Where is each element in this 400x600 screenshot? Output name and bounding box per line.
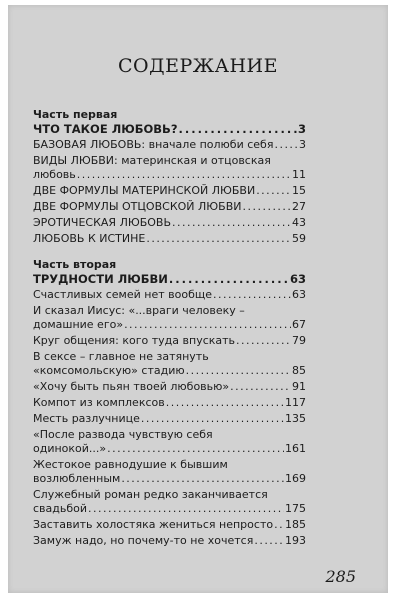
dot-leader [107,442,284,456]
toc-entry[interactable] [33,272,306,286]
entry-title-line: «Хочу быть пьян твоей любовью» [33,380,230,393]
entry-title-line: Круг общения: кого туда впускать [33,334,236,347]
toc-entry[interactable] [33,488,306,516]
entry-title-line: свадьбой [33,502,88,515]
toc-entry[interactable] [33,216,306,230]
toc-entry[interactable] [33,518,306,532]
dot-leader [256,184,291,198]
entry-title-line: ЭРОТИЧЕСКАЯ ЛЮБОВЬ [33,216,172,229]
toc-entry[interactable] [33,288,306,302]
entry-title-line: ДВЕ ФОРМУЛЫ ОТЦОВСКОЙ ЛЮБВИ [33,200,242,213]
entry-page-number: 63 [289,272,306,286]
toc-entry[interactable] [33,350,306,378]
dot-leader [230,380,291,394]
dot-leader [172,216,291,230]
dot-leader [213,288,291,302]
entry-title-line: Замуж надо, но почему-то не хочется [33,534,254,547]
dot-leader [124,318,291,332]
entry-page-number: 63 [292,288,306,301]
toc-entry[interactable] [33,138,306,152]
entry-title-line: Заставить холостяка жениться непросто [33,518,274,531]
entry-title-line: ТРУДНОСТИ ЛЮБВИ [33,272,168,286]
part-label: Часть первая [33,108,118,121]
entry-title-line: Жестокое равнодушие к бывшим [33,458,228,471]
entry-title-line: любовь [33,168,76,181]
dot-leader [179,122,297,136]
entry-title-line: домашние его» [33,318,124,331]
entry-page-number: 3 [297,122,306,136]
toc-entry[interactable] [33,154,306,182]
toc-entry[interactable] [33,122,306,136]
entry-page-number: 3 [299,138,306,151]
entry-page-number: 27 [292,200,306,213]
entry-title-line: «После развода чувствую себя [33,428,213,441]
dot-leader [77,168,291,182]
entry-page-number: 193 [285,534,306,547]
toc-entry[interactable] [33,412,306,426]
entry-page-number: 185 [285,518,306,531]
dot-leader [141,412,284,426]
entry-title-line: одинокой...» [33,442,107,455]
entry-page-number: 85 [292,364,306,377]
dot-leader [166,396,284,410]
toc-entry[interactable] [33,200,306,214]
entry-title-line: Счастливых семей нет вообще [33,288,212,301]
toc-entry[interactable] [33,184,306,198]
book-page [8,5,388,593]
dot-leader [169,272,289,286]
entry-page-number: 15 [292,184,306,197]
entry-page-number: 11 [292,168,306,181]
entry-title-line: Месть разлучнице [33,412,140,425]
entry-page-number: 43 [292,216,306,229]
entry-page-number: 135 [285,412,306,425]
toc-entry[interactable] [33,334,306,348]
entry-page-number: 67 [292,318,306,331]
dot-leader [121,472,284,486]
entry-title-line: ЧТО ТАКОЕ ЛЮБОВЬ? [33,122,178,136]
entry-page-number: 161 [285,442,306,455]
part-spacer [33,246,306,258]
entry-page-number: 175 [285,502,306,515]
toc-entry[interactable] [33,458,306,486]
entry-title-line: возлюбленным [33,472,121,485]
entry-title-line: В сексе – главное не затянуть [33,350,209,363]
part-label: Часть вторая [33,258,117,271]
entry-title-line: «комсомольскую» стадию [33,364,185,377]
entry-title-line: Служебный роман редко заканчивается [33,488,268,501]
entry-title-line: И сказал Иисус: «...враги человеку – [33,304,245,317]
entry-title-line: ВИДЫ ЛЮБВИ: материнская и отцовская [33,154,271,167]
dot-leader [236,334,291,348]
toc-entry[interactable] [33,232,306,246]
dot-leader [242,200,291,214]
toc-entry[interactable] [33,380,306,394]
toc-entry[interactable] [33,534,306,548]
table-of-contents [33,108,306,548]
dot-leader [88,502,284,516]
page-title: СОДЕРЖАНИЕ [118,55,278,77]
entry-page-number: 59 [292,232,306,245]
toc-entry[interactable] [33,304,306,332]
entry-title-line: Компот из комплексов [33,396,165,409]
dot-leader [146,232,291,246]
entry-page-number: 117 [285,396,306,409]
toc-entry[interactable] [33,396,306,410]
entry-title-line: БАЗОВАЯ ЛЮБОВЬ: вначале полюби себя [33,138,274,151]
page-number: 285 [325,567,356,586]
entry-title-line: ДВЕ ФОРМУЛЫ МАТЕРИНСКОЙ ЛЮБВИ [33,184,256,197]
entry-page-number: 169 [285,472,306,485]
dot-leader [274,138,298,152]
entry-page-number: 79 [292,334,306,347]
toc-entry[interactable] [33,428,306,456]
entry-page-number: 91 [292,380,306,393]
dot-leader [274,518,284,532]
entry-title-line: ЛЮБОВЬ К ИСТИНЕ [33,232,146,245]
dot-leader [254,534,284,548]
dot-leader [186,364,291,378]
